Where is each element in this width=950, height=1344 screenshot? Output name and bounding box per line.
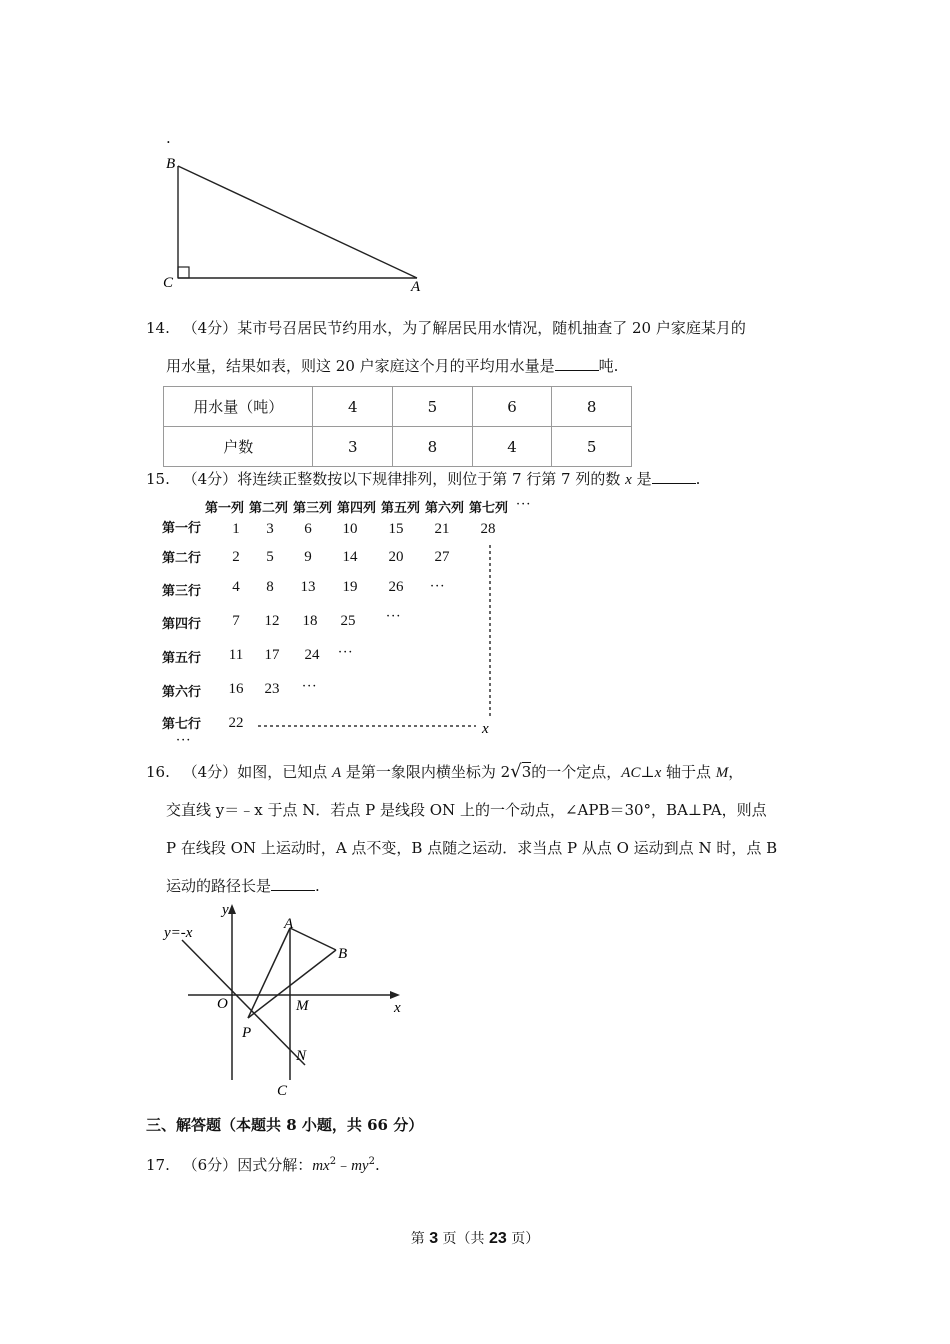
grid-ellipsis: ··· (302, 679, 318, 694)
label-p: P (242, 1025, 252, 1041)
q14-score: （4分） (182, 319, 238, 337)
label-c: C (277, 1083, 288, 1099)
q15-text: 将连续正整数按以下规律排列，则位于第 7 行第 7 列的数 (237, 470, 626, 488)
grid-cell: 12 (264, 613, 280, 629)
label-x: x (394, 1000, 401, 1016)
grid-cell: 6 (304, 521, 312, 537)
label-o: O (217, 996, 228, 1012)
grid-cell: 4 (232, 579, 240, 595)
q13-figure (160, 128, 440, 298)
grid-cell: 26 (388, 579, 404, 595)
table-cell: 5 (393, 387, 473, 427)
q15-line1 (146, 469, 700, 490)
grid-ellipsis: ··· (386, 609, 402, 624)
q16-end: . (315, 877, 320, 895)
q17-expr-b: my (351, 1158, 369, 1174)
grid-cell: 1 (232, 521, 240, 537)
grid-cell: 23 (264, 681, 280, 697)
grid-cell: 2 (232, 549, 240, 565)
q16-perp: ⊥ (640, 763, 655, 781)
q16-line1 (146, 762, 743, 783)
grid-cell: 16 (228, 681, 244, 697)
q17-sup1: 2 (329, 1156, 337, 1167)
grid-cell: 24 (304, 647, 320, 663)
label-m: M (296, 998, 309, 1014)
label-b: B (338, 946, 348, 962)
footer-total-pages: 23 (489, 1230, 507, 1247)
right-angle-mark (178, 267, 189, 278)
grid-ellipsis: ··· (176, 733, 192, 748)
grid-cell: 19 (342, 579, 358, 595)
row-label: 第二行 (162, 551, 202, 566)
q16-line4 (166, 876, 320, 896)
q15-text-b: 是 (631, 470, 652, 488)
q16-var-a: A (331, 765, 342, 781)
q15-end: . (695, 470, 701, 488)
answer-blank-q14[interactable] (555, 356, 599, 371)
col-header: 第六列 (425, 501, 465, 516)
grid-cell: 18 (302, 613, 318, 629)
q16-number: 16. (146, 763, 170, 781)
q15-var-x: x (625, 472, 632, 488)
table-header-cell: 用水量（吨） (164, 387, 313, 427)
triangle-diagram (160, 128, 440, 298)
water-usage-table (163, 386, 632, 467)
q16-figure (160, 900, 410, 1100)
grid-cell: 17 (264, 647, 280, 663)
q16-text-g: 轴于点 (661, 763, 716, 781)
q14-number: 14. (146, 319, 170, 337)
q16-sqrt-value: 3 (521, 763, 532, 781)
grid-ellipsis: ··· (338, 645, 354, 660)
table-cell: 6 (472, 387, 552, 427)
grid-cell: 28 (480, 521, 496, 537)
q16-text-c: 的一个定点， (531, 763, 622, 781)
label-b: B (166, 156, 176, 172)
col-header: 第一列 (205, 501, 245, 516)
table-row (164, 427, 632, 467)
grid-cell: 25 (340, 613, 356, 629)
q16-ac: AC (621, 765, 641, 781)
col-ellipsis: ··· (516, 497, 532, 512)
row-label: 第六行 (162, 685, 202, 700)
grid-cell: 9 (304, 549, 312, 565)
label-a: A (284, 916, 294, 932)
footer-pre: 第 (410, 1231, 425, 1247)
col-header: 第七列 (469, 501, 509, 516)
q14-text-line1: 某市号召居民节约用水，为了解居民用水情况，随机抽查了 20 户家庭某月的 (237, 319, 746, 337)
footer-post: 页） (511, 1231, 540, 1247)
q16-comma: ， (728, 763, 744, 781)
col-header: 第四列 (337, 501, 377, 516)
number-grid (160, 497, 560, 752)
grid-cell: 20 (388, 549, 404, 565)
q14-line2 (166, 356, 618, 376)
footer-page-number: 3 (429, 1230, 439, 1247)
label-c: C (163, 275, 174, 291)
section-title: 三、解答题（本题共 8 小题，共 66 分） (146, 1116, 424, 1134)
table-cell: 8 (552, 387, 632, 427)
label-y: y (222, 902, 229, 918)
row-label: 第七行 (162, 717, 202, 732)
q17-expr-a: mx (312, 1158, 330, 1174)
q14-line1 (146, 318, 746, 338)
coordinate-diagram (160, 900, 410, 1100)
table-row (164, 387, 632, 427)
row-label: 第五行 (162, 651, 202, 666)
q16-x: x (654, 765, 662, 781)
grid-cell: 15 (388, 521, 404, 537)
q17-number: 17. (146, 1156, 170, 1174)
q17-sup2: 2 (368, 1156, 375, 1167)
grid-cell: 27 (434, 549, 450, 565)
q16-line2: 交直线 y＝﹣x 于点 N．若点 P 是线段 ON 上的一个动点，∠APB＝30°，BA⊥PA，则点 (166, 801, 767, 819)
row-label: 第四行 (162, 617, 202, 632)
row-label: 第一行 (162, 521, 202, 536)
q15-score: （4分） (182, 470, 238, 488)
q16-line3: P 在线段 ON 上运动时，A 点不变，B 点随之运动．求当点 P 从点 O 运动到点 N 时，点 B (166, 839, 778, 857)
table-cell: 8 (393, 427, 473, 467)
footer-mid: 页（共 (442, 1231, 485, 1247)
q16-text-a: 如图，已知点 (237, 763, 332, 781)
label-n: N (296, 1048, 307, 1064)
grid-cell: 11 (228, 647, 244, 663)
q16-text-line4: 运动的路径长是 (166, 877, 272, 895)
row-label: 第三行 (162, 584, 202, 599)
col-header: 第五列 (381, 501, 421, 516)
q16-score: （4分） (182, 763, 238, 781)
answer-blank-q16[interactable] (271, 876, 315, 891)
grid-cell: 3 (266, 521, 274, 537)
grid-ellipsis: ··· (430, 579, 446, 594)
q17-text: 因式分解： (237, 1156, 313, 1174)
q16-text-b: 是第一象限内横坐标为 2 (341, 763, 511, 781)
q13-dot: . (166, 129, 171, 147)
q17 (146, 1152, 380, 1176)
grid-connector-lines (160, 497, 560, 752)
label-a: A (411, 279, 421, 295)
q17-minus: ﹣ (336, 1156, 352, 1174)
grid-cell: 8 (266, 579, 274, 595)
col-header: 第二列 (249, 501, 289, 516)
q16-m: M (715, 765, 729, 781)
table-cell: 4 (313, 387, 393, 427)
grid-cell: 7 (232, 613, 240, 629)
q15-number: 15. (146, 470, 170, 488)
grid-cell: 10 (342, 521, 358, 537)
table-cell: 5 (552, 427, 632, 467)
grid-cell: 21 (434, 521, 450, 537)
table-header-cell: 户数 (164, 427, 313, 467)
q17-end: . (374, 1156, 380, 1174)
sqrt-icon: √ (510, 761, 522, 782)
q14-text-line2: 用水量，结果如表，则这 20 户家庭这个月的平均用水量是 (166, 357, 555, 375)
q14-unit: 吨. (598, 357, 619, 375)
grid-cell: 14 (342, 549, 358, 565)
grid-target-x: x (482, 721, 489, 737)
q17-score: （6分） (182, 1156, 238, 1174)
table-cell: 3 (313, 427, 393, 467)
col-header: 第三列 (293, 501, 333, 516)
grid-cell: 5 (266, 549, 274, 565)
answer-blank-q15[interactable] (652, 469, 696, 484)
page-footer (0, 1229, 950, 1249)
grid-cell: 22 (228, 715, 244, 731)
table-cell: 4 (472, 427, 552, 467)
label-line: y=-x (164, 925, 193, 941)
grid-cell: 13 (300, 579, 316, 595)
